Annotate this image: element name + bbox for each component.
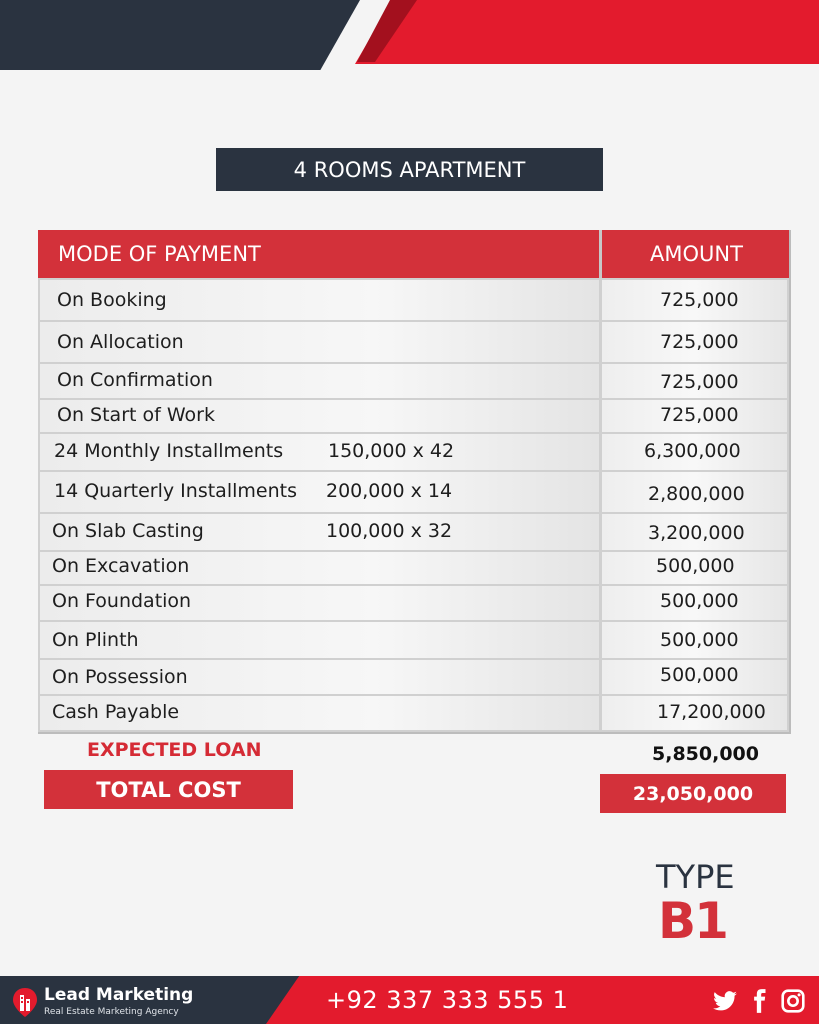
expected-loan-label: EXPECTED LOAN bbox=[87, 739, 262, 761]
row-label: 14 Quarterly Installments bbox=[54, 480, 297, 502]
brand-tagline: Real Estate Marketing Agency bbox=[44, 1007, 179, 1017]
header-divider bbox=[599, 230, 602, 278]
row-calculation: 150,000 x 42 bbox=[328, 440, 455, 462]
header-red-band bbox=[355, 0, 819, 64]
row-amount: 500,000 bbox=[660, 664, 739, 686]
row-label: On Plinth bbox=[52, 629, 139, 651]
row-label: On Slab Casting bbox=[52, 520, 204, 542]
building-logo-icon bbox=[12, 986, 38, 1018]
row-label: On Possession bbox=[52, 666, 188, 688]
table-header bbox=[38, 230, 789, 278]
table-row bbox=[40, 696, 787, 730]
row-amount: 725,000 bbox=[660, 289, 739, 311]
total-cost-value: 23,050,000 bbox=[600, 774, 786, 813]
instagram-icon[interactable] bbox=[780, 988, 806, 1014]
expected-loan-value: 5,850,000 bbox=[652, 743, 759, 765]
row-calculation: 200,000 x 14 bbox=[326, 480, 453, 502]
row-amount: 725,000 bbox=[660, 404, 739, 426]
row-label: On Allocation bbox=[57, 331, 184, 353]
table-row bbox=[40, 622, 787, 658]
type-label: TYPE bbox=[656, 858, 735, 896]
row-label: On Foundation bbox=[52, 590, 192, 612]
header-mode-of-payment: MODE OF PAYMENT bbox=[58, 242, 261, 266]
payment-table bbox=[38, 230, 791, 734]
row-amount: 500,000 bbox=[660, 590, 739, 612]
row-amount: 500,000 bbox=[660, 629, 739, 651]
table-row bbox=[40, 364, 787, 398]
footer-bar bbox=[0, 976, 819, 1024]
row-label: On Confirmation bbox=[57, 369, 213, 391]
type-code: B1 bbox=[658, 892, 727, 950]
row-amount: 725,000 bbox=[660, 371, 739, 393]
row-label: Cash Payable bbox=[52, 701, 180, 723]
table-row bbox=[40, 472, 787, 512]
row-amount: 725,000 bbox=[660, 331, 739, 353]
table-row bbox=[40, 400, 787, 432]
table-row bbox=[40, 280, 787, 320]
facebook-icon[interactable] bbox=[746, 988, 772, 1014]
row-label: 24 Monthly Installments bbox=[54, 440, 284, 462]
row-label: On Start of Work bbox=[57, 404, 215, 426]
table-row bbox=[40, 434, 787, 470]
row-amount: 500,000 bbox=[656, 555, 735, 577]
row-calculation: 100,000 x 32 bbox=[326, 520, 453, 542]
twitter-icon[interactable] bbox=[712, 988, 738, 1014]
total-cost-label: TOTAL COST bbox=[44, 770, 293, 809]
row-amount: 6,300,000 bbox=[644, 440, 741, 462]
table-row bbox=[40, 586, 787, 620]
header-dark-band bbox=[0, 0, 360, 70]
row-label: On Excavation bbox=[52, 555, 190, 577]
row-label: On Booking bbox=[57, 289, 167, 311]
page-title: 4 ROOMS APARTMENT bbox=[216, 148, 603, 191]
row-amount: 2,800,000 bbox=[648, 483, 745, 505]
brand-name: Lead Marketing bbox=[44, 985, 194, 1005]
phone-number[interactable]: +92 337 333 555 1 bbox=[326, 986, 569, 1014]
row-amount: 3,200,000 bbox=[648, 522, 745, 544]
row-amount: 17,200,000 bbox=[657, 701, 766, 723]
table-row bbox=[40, 514, 787, 550]
table-row bbox=[40, 322, 787, 362]
table-row bbox=[40, 552, 787, 584]
table-row bbox=[40, 660, 787, 694]
header-amount: AMOUNT bbox=[650, 242, 743, 266]
